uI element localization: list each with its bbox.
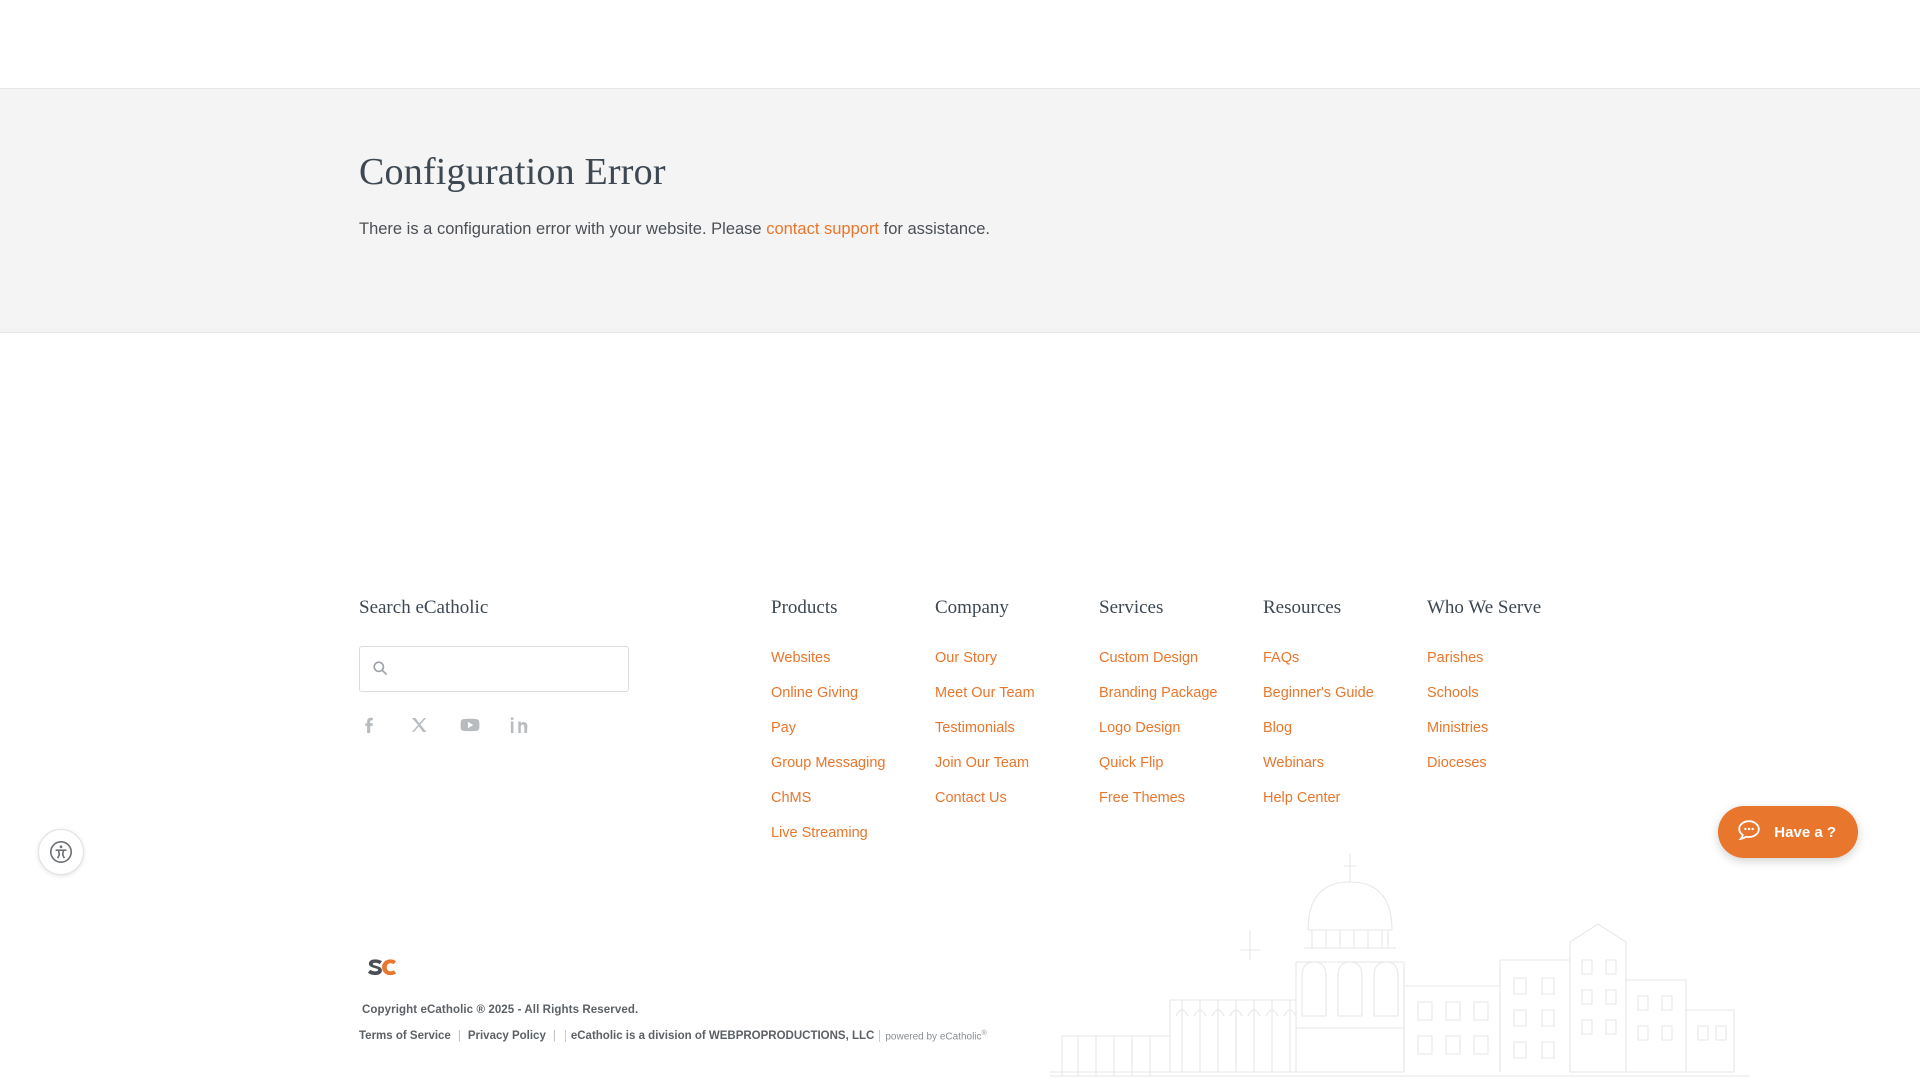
list-item	[935, 684, 1099, 702]
list-item	[1099, 684, 1263, 702]
column-heading: Who We Serve	[1427, 597, 1542, 618]
error-content	[359, 149, 1559, 241]
list-item	[1099, 789, 1263, 807]
footer-link[interactable]: Meet Our Team	[935, 685, 1035, 701]
social-links	[359, 715, 771, 735]
search-heading: Search eCatholic	[359, 597, 489, 618]
link-list	[771, 649, 935, 842]
column-heading: Services	[1099, 597, 1164, 618]
footer-link[interactable]: Free Themes	[1099, 790, 1185, 806]
list-item	[935, 649, 1099, 667]
list-item	[771, 649, 935, 667]
search-field-wrapper	[359, 646, 629, 692]
error-message	[359, 217, 1559, 241]
link-list	[1427, 649, 1591, 772]
footer-link[interactable]: Testimonials	[935, 720, 1015, 736]
terms-of-service-link[interactable]: Terms of Service	[359, 1030, 451, 1042]
footer-link[interactable]: Beginner's Guide	[1263, 685, 1374, 701]
error-message-suffix: for assistance.	[883, 220, 991, 238]
search-icon	[372, 660, 388, 676]
list-item	[1427, 649, 1591, 667]
error-message-prefix: There is a configuration error with your website. Please	[359, 220, 762, 238]
footer-link[interactable]: Help Center	[1263, 790, 1341, 806]
list-item	[1099, 754, 1263, 772]
list-item	[1263, 789, 1427, 807]
list-item	[771, 684, 935, 702]
footer-column-products	[771, 597, 935, 859]
footer-link[interactable]: Branding Package	[1099, 685, 1218, 701]
powered-by-label: powered by eCatholic	[885, 1031, 982, 1042]
list-item	[1263, 754, 1427, 772]
footer-search-column	[359, 597, 771, 859]
column-heading: Company	[935, 597, 1009, 618]
column-heading: Products	[771, 597, 838, 618]
list-item	[771, 754, 935, 772]
footer-link[interactable]: Quick Flip	[1099, 755, 1164, 771]
footer-link[interactable]: Pay	[771, 720, 796, 736]
youtube-icon[interactable]	[459, 715, 479, 735]
footer-link[interactable]: FAQs	[1263, 650, 1300, 666]
footer-link[interactable]: Logo Design	[1099, 720, 1181, 736]
separator: |	[457, 1030, 461, 1042]
list-item	[935, 754, 1099, 772]
list-item	[1263, 649, 1427, 667]
footer-link[interactable]: Blog	[1263, 720, 1293, 736]
list-item	[1427, 754, 1591, 772]
link-list	[935, 649, 1099, 807]
linkedin-icon[interactable]	[509, 715, 529, 735]
separator: |	[552, 1030, 556, 1042]
search-input[interactable]	[359, 646, 629, 692]
link-list	[1099, 649, 1263, 807]
list-item	[1427, 719, 1591, 737]
top-bar	[0, 0, 1920, 88]
division-text: eCatholic is a division of WEBPROPRODUCTIONS, LLC	[565, 1030, 881, 1042]
list-item	[1099, 649, 1263, 667]
footer-link[interactable]: Parishes	[1427, 650, 1484, 666]
footer-link[interactable]: Custom Design	[1099, 650, 1199, 666]
accessibility-button[interactable]	[38, 829, 84, 875]
ecatholic-logo	[360, 957, 396, 981]
x-twitter-icon[interactable]	[409, 715, 429, 735]
list-item	[1263, 719, 1427, 737]
copyright-text: Copyright eCatholic ® 2025 - All Rights Reserved.	[362, 1003, 639, 1016]
list-item	[771, 719, 935, 737]
footer-column-company	[935, 597, 1099, 859]
chat-bubble-icon	[1736, 818, 1762, 847]
legal-links-row	[359, 1030, 1259, 1042]
chat-widget-button[interactable]	[1718, 806, 1858, 858]
footer-link[interactable]: Websites	[771, 650, 831, 666]
footer-link[interactable]: Join Our Team	[935, 755, 1030, 771]
footer-column-services	[1099, 597, 1263, 859]
list-item	[1099, 719, 1263, 737]
privacy-policy-link[interactable]: Privacy Policy	[467, 1030, 546, 1042]
page-title: Configuration Error	[359, 151, 666, 193]
site-footer	[0, 333, 1920, 1080]
footer-link[interactable]: Dioceses	[1427, 755, 1487, 771]
link-list	[1263, 649, 1427, 807]
footer-link[interactable]: Our Story	[935, 650, 998, 666]
footer-link[interactable]: Online Giving	[771, 685, 859, 701]
configuration-error-banner	[0, 88, 1920, 333]
footer-link[interactable]: ChMS	[771, 790, 812, 806]
chat-widget-label: Have a ?	[1774, 823, 1836, 841]
footer-link[interactable]: Ministries	[1427, 720, 1489, 736]
footer-column-who-we-serve	[1427, 597, 1591, 859]
column-heading: Resources	[1263, 597, 1342, 618]
list-item	[771, 824, 935, 842]
list-item	[1263, 684, 1427, 702]
footer-columns	[359, 597, 1709, 859]
footer-column-resources	[1263, 597, 1427, 859]
contact-support-link[interactable]: contact support	[766, 220, 880, 238]
legal-block	[359, 957, 1259, 1042]
facebook-icon[interactable]	[359, 715, 379, 735]
footer-link[interactable]: Schools	[1427, 685, 1479, 701]
footer-link[interactable]: Webinars	[1263, 755, 1324, 771]
powered-by-text: powered by eCatholic®	[885, 1029, 987, 1042]
list-item	[1427, 684, 1591, 702]
footer-link[interactable]: Group Messaging	[771, 755, 886, 771]
list-item	[935, 789, 1099, 807]
footer-link[interactable]: Contact Us	[935, 790, 1007, 806]
footer-link[interactable]: Live Streaming	[771, 825, 868, 841]
list-item	[935, 719, 1099, 737]
list-item	[771, 789, 935, 807]
